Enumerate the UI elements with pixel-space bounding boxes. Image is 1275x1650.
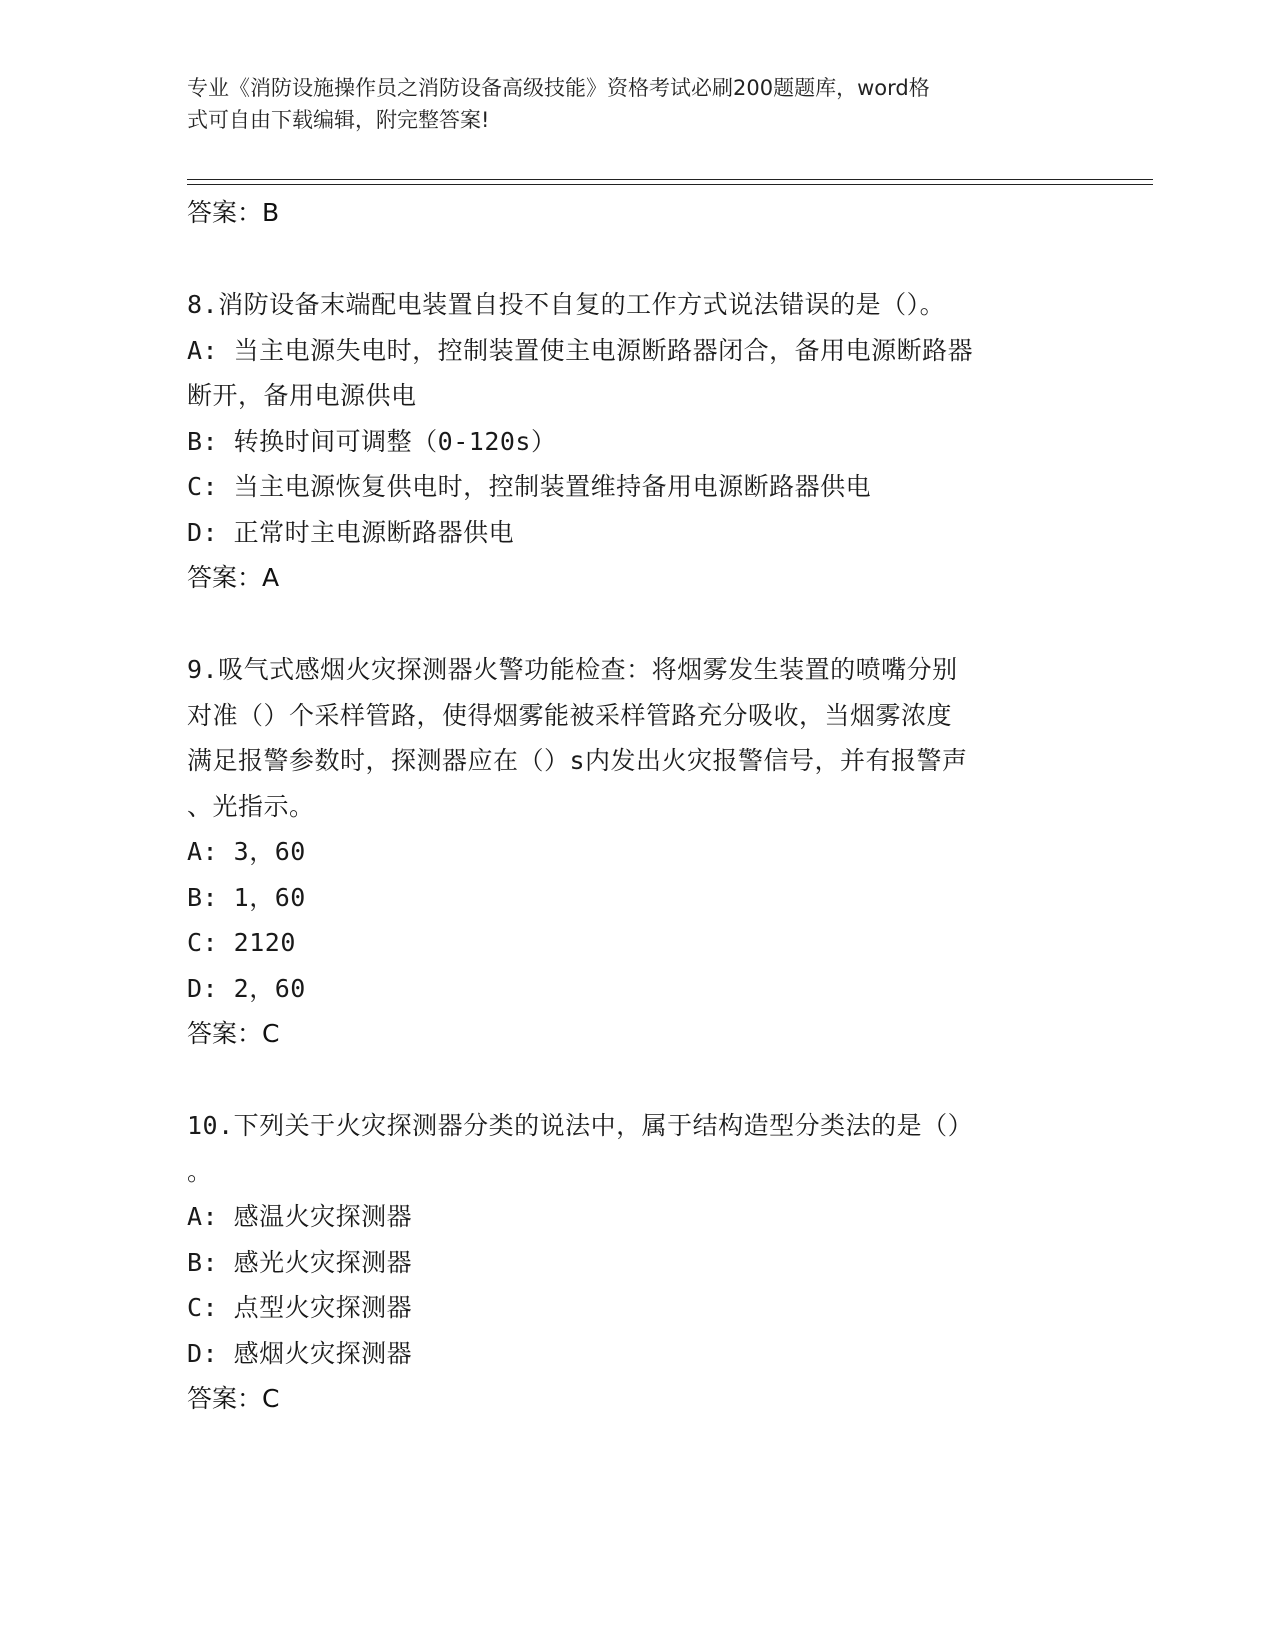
option-gap [218,1293,234,1322]
option-text: 断开，备用电源供电 [187,381,417,410]
option-text: 1，60 [233,882,306,912]
option-text: 2120 [233,928,296,957]
answer-option [187,373,1087,419]
header-line-2: 式可自由下载编辑，附完整答案! [187,108,490,132]
document-header [187,72,1067,136]
answer-option [187,829,1087,875]
answer-option [187,966,1087,1012]
answer-option [187,1331,1087,1377]
answer-line: 答案：C [187,1019,280,1048]
option-gap [218,1339,234,1368]
answer-line: 答案：C [187,1384,280,1413]
option-gap [218,518,234,547]
answer-option [187,328,1087,374]
answer-option [187,1285,1087,1331]
option-key: A: [187,1202,219,1231]
option-gap [218,1248,234,1277]
question-text: 8.消防设备末端配电装置自投不自复的工作方式说法错误的是（）。 [187,290,946,319]
answer-option [187,419,1087,465]
option-gap [218,427,234,456]
question-text: 9.吸气式感烟火灾探测器火警功能检查：将烟雾发生装置的喷嘴分别 [187,655,958,684]
option-text: 3，60 [233,837,306,866]
option-gap [218,883,234,912]
option-gap [218,1202,234,1231]
questions-container [187,282,1087,1421]
option-text: 当主电源失电时，控制装置使主电源断路器闭合，备用电源断路器 [233,335,974,365]
option-text: 感烟火灾探测器 [233,1338,413,1368]
option-key: B: [187,1247,219,1277]
question-block [187,1103,1087,1421]
option-key: C: [187,472,219,501]
question-list [187,190,1087,1421]
header-rule-top [187,179,1153,180]
option-gap [218,928,234,957]
option-text: 感温火灾探测器 [233,1202,413,1231]
question-text: 满足报警参数时，探测器应在（）s内发出火灾报警信号，并有报警声 [187,746,968,775]
option-key: A: [187,837,219,866]
option-text: 点型火灾探测器 [233,1293,413,1322]
answer-option [187,510,1087,556]
option-gap [218,472,234,501]
option-text: 2，60 [233,973,306,1003]
option-text: 转换时间可调整（0-120s） [233,426,557,456]
option-key: C: [187,928,219,957]
question-text: 10.下列关于火灾探测器分类的说法中，属于结构造型分类法的是（） [187,1111,974,1140]
header-rule-bottom [187,184,1153,185]
option-key: B: [187,426,219,456]
option-gap [218,974,234,1003]
option-text: 正常时主电源断路器供电 [233,517,515,547]
question-text: 对准（）个采样管路，使得烟雾能被采样管路充分吸收，当烟雾浓度 [187,700,953,730]
question-block [187,647,1087,1056]
question-text: 、光指示。 [187,791,315,821]
question-text: 。 [187,1156,213,1186]
previous-answer: 答案：B [187,198,280,227]
option-gap [218,336,234,365]
answer-line: 答案：A [187,563,280,592]
answer-option [187,920,1087,966]
option-text: 当主电源恢复供电时，控制装置维持备用电源断路器供电 [233,472,872,501]
option-key: D: [187,973,219,1003]
answer-option [187,464,1087,510]
question-block [187,282,1087,600]
option-key: A: [187,335,219,365]
option-key: B: [187,882,219,912]
option-key: C: [187,1293,219,1322]
answer-option [187,875,1087,921]
option-key: D: [187,517,219,547]
option-key: D: [187,1338,219,1368]
option-gap [218,837,234,866]
header-line-1: 专业《消防设施操作员之消防设备高级技能》资格考试必刷200题题库，word格 [187,76,930,100]
option-text: 感光火灾探测器 [233,1247,413,1277]
answer-option [187,1194,1087,1240]
answer-option [187,1240,1087,1286]
